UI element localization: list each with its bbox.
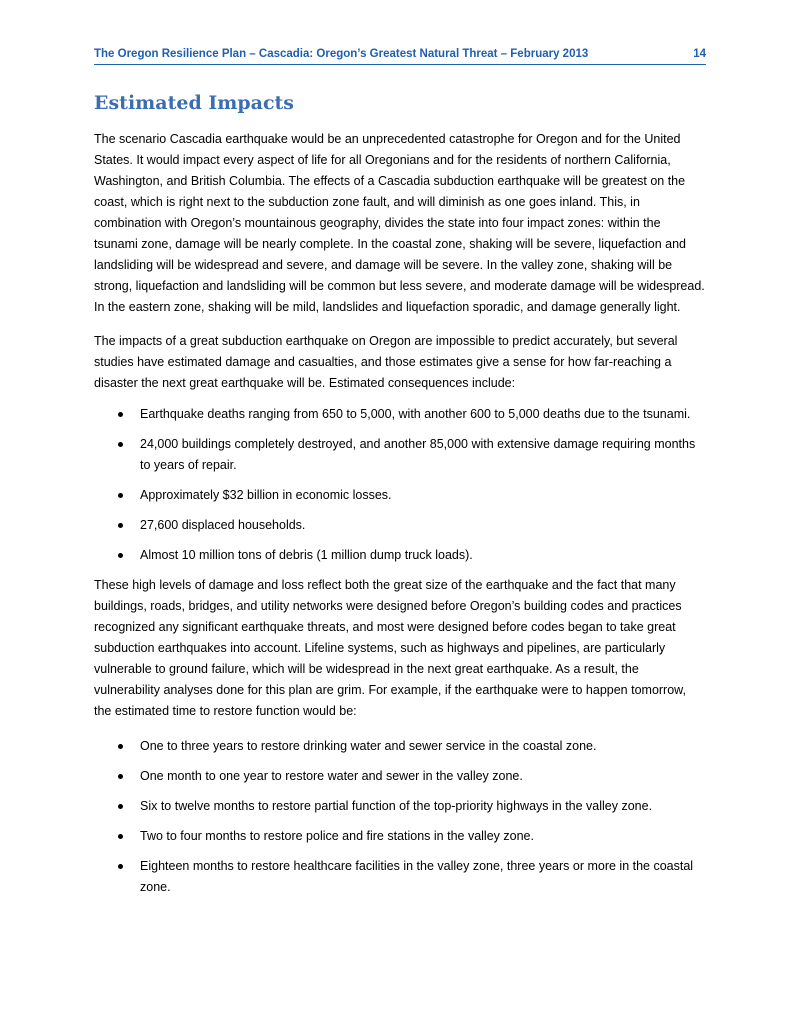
list-item: Almost 10 million tons of debris (1 million dump truck loads). xyxy=(94,545,706,566)
list-item: One to three years to restore drinking water and sewer service in the coastal zone. xyxy=(94,736,706,757)
list-item: 27,600 displaced households. xyxy=(94,515,706,536)
list-item: Eighteen months to restore healthcare facilities in the valley zone, three years or more in the coastal zone. xyxy=(94,856,706,898)
header-title: The Oregon Resilience Plan – Cascadia: Oregon’s Greatest Natural Threat – February 2013 xyxy=(94,48,589,60)
list-item: Six to twelve months to restore partial function of the top-priority highways in the valley zone. xyxy=(94,796,706,817)
page-number: 14 xyxy=(693,48,706,60)
consequences-list xyxy=(94,404,706,566)
section-body xyxy=(94,129,706,907)
list-item: Earthquake deaths ranging from 650 to 5,000, with another 600 to 5,000 deaths due to the tsunami. xyxy=(94,404,706,425)
list-item: One month to one year to restore water and sewer in the valley zone. xyxy=(94,766,706,787)
paragraph-impacts: The impacts of a great subduction earthquake on Oregon are impossible to predict accurately, but several studies have estimated damage and casualties, and those estimates give a sense for how far-reaching a disaster the next great earthquake will be. Estimated consequences include: xyxy=(94,334,678,390)
list-item: Approximately $32 billion in economic losses. xyxy=(94,485,706,506)
list-item: Two to four months to restore police and fire stations in the valley zone. xyxy=(94,826,706,847)
paragraph-scenario: The scenario Cascadia earthquake would be an unprecedented catastrophe for Oregon and for the United States. It would impact every aspect of life for all Oregonians and for the residents of northern California, Washington, and British Columbia. The effects of a Cascadia subduction earthquake will be greatest on the coast, which is right next to the subduction zone fault, and will diminish as one goes inland. This, in combination with Oregon’s mountainous geography, divides the state into four impact zones: within the tsunami zone, damage will be nearly complete. In the coastal zone, shaking will be severe, liquefaction and landsliding will be widespread and severe, and damage will be severe. In the valley zone, shaking will be strong, liquefaction and landsliding will be common but less severe, and moderate damage will be widespread. In the eastern zone, shaking will be mild, landslides and liquefaction sporadic, and damage generally light. xyxy=(94,132,705,314)
restoration-times-list xyxy=(94,736,706,898)
running-header xyxy=(94,48,706,65)
section-heading: Estimated Impacts xyxy=(94,92,294,114)
list-item: 24,000 buildings completely destroyed, and another 85,000 with extensive damage requiring months to years of repair. xyxy=(94,434,706,476)
paragraph-vulnerability: These high levels of damage and loss reflect both the great size of the earthquake and the fact that many buildings, roads, bridges, and utility networks were designed before Oregon’s building codes and practices recognized any significant earthquake threats, and most were designed before codes began to take great subduction earthquakes into account. Lifeline systems, such as highways and pipelines, are particularly vulnerable to ground failure, which will be widespread in the next great earthquake. As a result, the vulnerability analyses done for this plan are grim. For example, if the earthquake were to happen tomorrow, the estimated time to restore function would be: xyxy=(94,578,686,718)
